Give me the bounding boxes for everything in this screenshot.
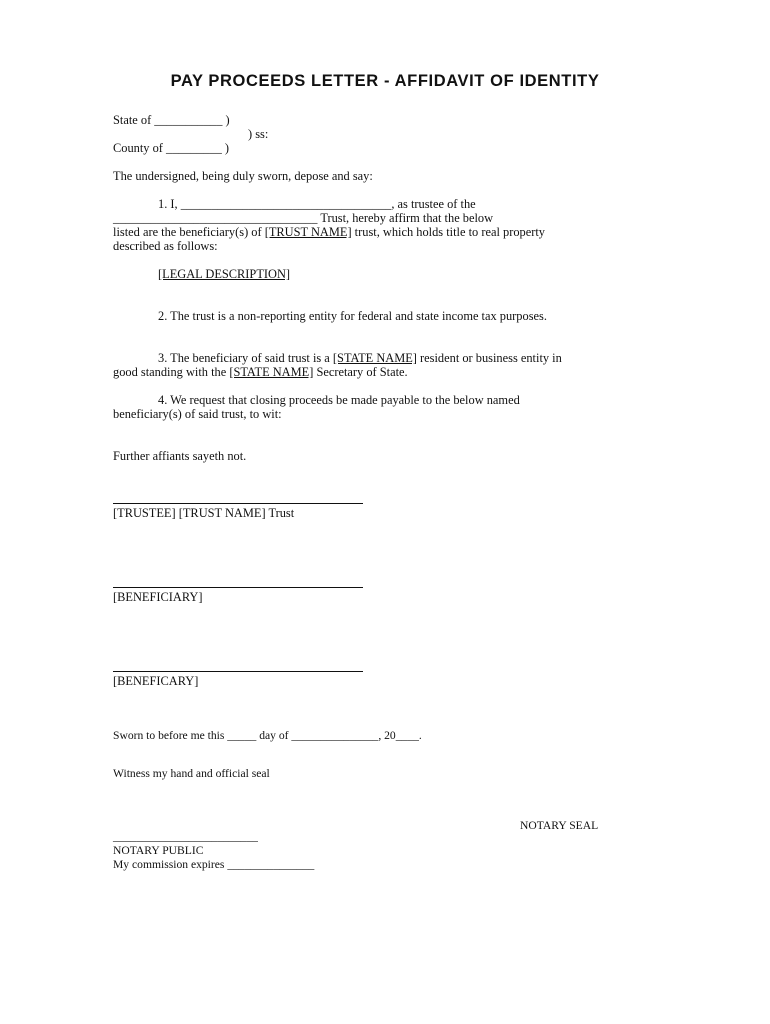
para3-line2: [113, 365, 408, 379]
para2-text: 2. The trust is a non-reporting entity for federal and state income tax purposes.: [158, 309, 547, 323]
witness-text: Witness my hand and official seal: [113, 767, 270, 780]
para1-line3-post: trust, which holds title to real property: [351, 225, 545, 239]
venue-state: State of ___________ ): [113, 113, 230, 127]
document-title: PAY PROCEEDS LETTER - AFFIDAVIT OF IDENTITY: [170, 72, 600, 90]
closing-text: Further affiants sayeth not.: [113, 449, 247, 463]
para3-line1-post: resident or business entity in: [416, 351, 562, 365]
intro-text: The undersigned, being duly sworn, depose and say:: [113, 169, 373, 183]
notary-signature-line: _________________________: [113, 830, 258, 843]
beneficiary2-signature-line: [113, 671, 363, 672]
para1-line4: described as follows:: [113, 239, 218, 253]
trustee-signature-line: [113, 503, 363, 504]
venue-ss: ) ss:: [248, 127, 269, 141]
sworn-text: Sworn to before me this _____ day of _______________, 20____.: [113, 729, 422, 742]
notary-seal-label: NOTARY SEAL: [520, 819, 599, 832]
beneficiary-signature-line: [113, 587, 363, 588]
trust-name-placeholder: [TRUST NAME]: [264, 225, 352, 239]
notary-public-label: NOTARY PUBLIC: [113, 844, 204, 857]
para3-line2-post: Secretary of State.: [313, 365, 408, 379]
state-name-placeholder: [STATE NAME]: [332, 351, 417, 365]
para1-line1: 1. I, __________________________________, as trustee of the: [158, 197, 476, 211]
commission-expires: My commission expires _______________: [113, 858, 315, 871]
para1-line2: _________________________________ Trust, hereby affirm that the below: [113, 211, 494, 225]
legal-description-placeholder: [LEGAL DESCRIPTION]: [158, 267, 291, 281]
venue-county: County of _________ ): [113, 141, 229, 155]
beneficiary-signature-label: [BENEFICIARY]: [113, 590, 203, 604]
para1-line3: [113, 225, 545, 239]
para4-line1: 4. We request that closing proceeds be made payable to the below named: [158, 393, 520, 407]
para4-line2: beneficiary(s) of said trust, to wit:: [113, 407, 282, 421]
para3-line2-pre: good standing with the: [113, 365, 230, 379]
beneficiary2-signature-label: [BENEFICARY]: [113, 674, 199, 688]
trustee-signature-label: [TRUSTEE] [TRUST NAME] Trust: [113, 506, 295, 520]
para1-line3-pre: listed are the beneficiary(s) of: [113, 225, 265, 239]
para3-line1: [158, 351, 562, 365]
state-name-placeholder-2: [STATE NAME]: [229, 365, 314, 379]
para3-line1-pre: 3. The beneficiary of said trust is a: [158, 351, 333, 365]
